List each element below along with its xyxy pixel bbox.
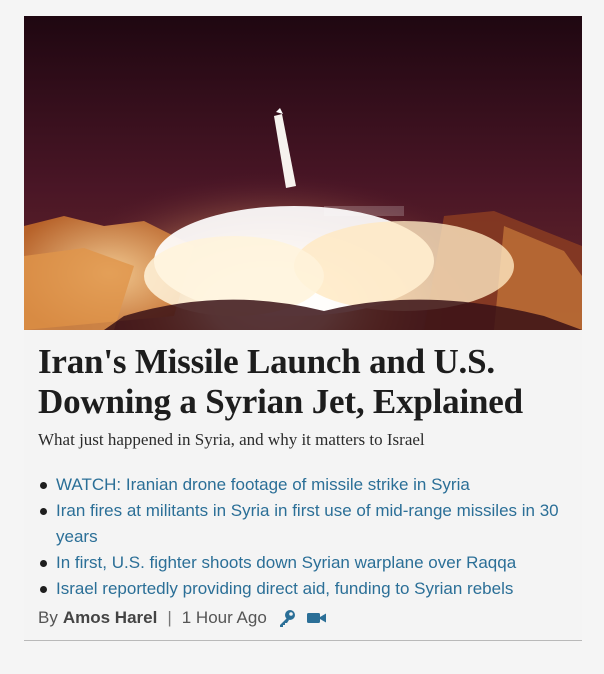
list-item [38, 576, 568, 602]
list-item [38, 550, 568, 576]
bullet-icon [40, 508, 47, 515]
article-subhead: What just happened in Syria, and why it matters to Israel [38, 430, 425, 449]
bullet-icon [40, 482, 47, 489]
list-item [38, 472, 568, 498]
article-card[interactable] [24, 16, 582, 641]
related-link[interactable]: In first, U.S. fighter shoots down Syrian warplane over Raqqa [56, 553, 517, 572]
byline [38, 608, 327, 628]
list-item [38, 498, 568, 550]
byline-prefix: By [38, 608, 58, 627]
byline-separator: | [167, 608, 172, 627]
article-headline[interactable]: Iran's Missile Launch and U.S. Downing a Syrian Jet, Explained [38, 342, 523, 421]
article-image[interactable] [24, 16, 582, 330]
publish-time: 1 Hour Ago [181, 608, 267, 627]
related-link[interactable]: Iran fires at militants in Syria in first use of mid-range missiles in 30 years [56, 501, 559, 546]
missile-launch-photo [24, 16, 582, 330]
related-links-list [38, 472, 568, 602]
bullet-icon [40, 586, 47, 593]
related-link[interactable]: Israel reportedly providing direct aid, funding to Syrian rebels [56, 579, 514, 598]
video-camera-icon[interactable] [307, 611, 327, 625]
key-icon[interactable] [277, 608, 297, 628]
related-link[interactable]: WATCH: Iranian drone footage of missile strike in Syria [56, 475, 470, 494]
author-name[interactable]: Amos Harel [62, 608, 158, 627]
bullet-icon [40, 560, 47, 567]
